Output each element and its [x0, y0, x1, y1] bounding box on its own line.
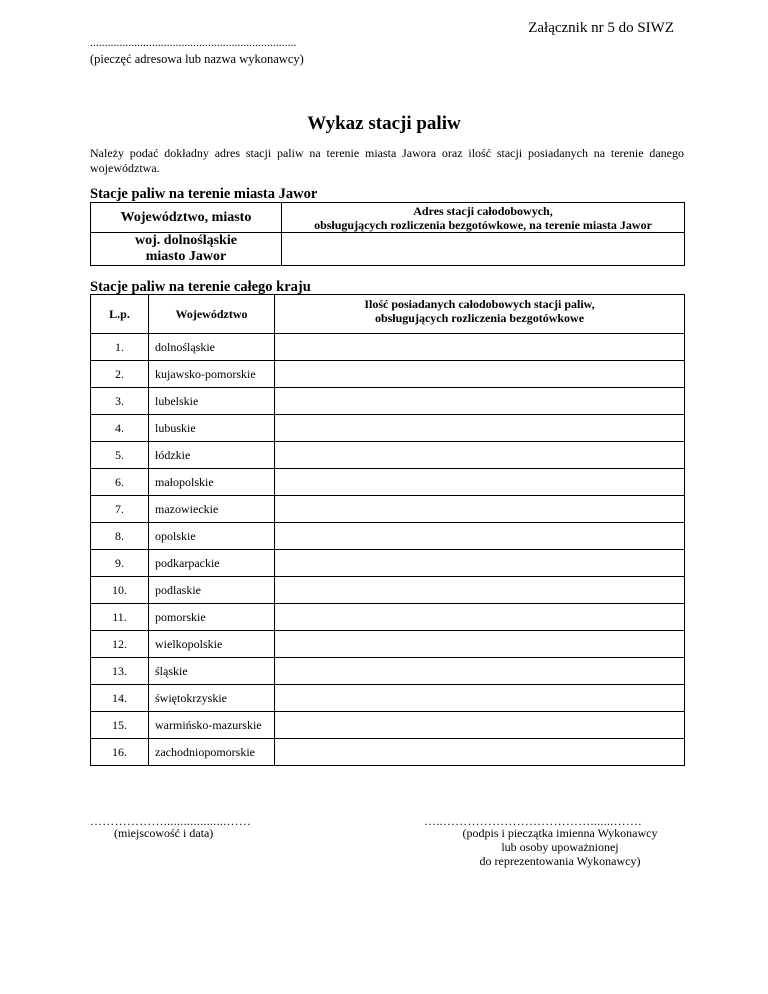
table-row	[91, 415, 685, 442]
stamp-dotted-line: ......................................................................	[90, 37, 297, 49]
place-date-label: (miejscowość i data)	[114, 826, 214, 840]
row-number: 8.	[91, 523, 149, 550]
row-number: 5.	[91, 442, 149, 469]
table-row	[91, 496, 685, 523]
voivodeship-name: podlaskie	[149, 577, 275, 604]
signature-dotted-line: …..……………………………….......…….	[424, 814, 642, 828]
row-number: 9.	[91, 550, 149, 577]
row-number: 12.	[91, 631, 149, 658]
station-count-input-cell[interactable]	[275, 496, 685, 523]
table-header-row	[91, 203, 685, 233]
table-header-row	[91, 295, 685, 334]
voivodeship-name: pomorskie	[149, 604, 275, 631]
row-number: 11.	[91, 604, 149, 631]
table-row	[91, 739, 685, 766]
station-count-input-cell[interactable]	[275, 469, 685, 496]
table-row	[91, 712, 685, 739]
table-row	[91, 442, 685, 469]
row-number: 7.	[91, 496, 149, 523]
table-row	[91, 685, 685, 712]
column-header-address-line2: obsługujących rozliczenia bezgotówkowe, na terenie miasta Jawor	[314, 217, 652, 232]
column-header-voivodeship-city: Województwo, miasto	[91, 203, 282, 233]
voivodeship-name: podkarpackie	[149, 550, 275, 577]
cell-city: miasto Jawor	[145, 249, 227, 264]
signature-label-line2: lub osoby upoważnionej	[501, 840, 619, 854]
table-row	[91, 631, 685, 658]
station-count-input-cell[interactable]	[275, 442, 685, 469]
row-number: 16.	[91, 739, 149, 766]
station-count-input-cell[interactable]	[275, 739, 685, 766]
voivodeship-name: kujawsko-pomorskie	[149, 361, 275, 388]
station-count-input-cell[interactable]	[275, 685, 685, 712]
signature-label-line3: do reprezentowania Wykonawcy)	[479, 854, 641, 868]
table-row	[91, 523, 685, 550]
signature-label	[424, 826, 696, 868]
station-count-input-cell[interactable]	[275, 604, 685, 631]
station-count-input-cell[interactable]	[275, 415, 685, 442]
row-number: 4.	[91, 415, 149, 442]
row-number: 10.	[91, 577, 149, 604]
table-row	[91, 577, 685, 604]
voivodeship-name: lubuskie	[149, 415, 275, 442]
row-number: 15.	[91, 712, 149, 739]
station-count-input-cell[interactable]	[275, 388, 685, 415]
section-city-heading: Stacje paliw na terenie miasta Jawor	[90, 186, 318, 202]
column-header-lp: L.p.	[91, 295, 149, 334]
cell-voivodeship: woj. dolnośląskie	[135, 233, 237, 248]
column-header-station-count	[275, 295, 685, 334]
column-header-count-line2: obsługujących rozliczenia bezgotówkowe	[374, 311, 585, 325]
document-title: Wykaz stacji paliw	[307, 113, 461, 134]
row-number: 2.	[91, 361, 149, 388]
column-header-voivodeship: Województwo	[149, 295, 275, 334]
station-count-input-cell[interactable]	[275, 712, 685, 739]
voivodeship-name: warmińsko-mazurskie	[149, 712, 275, 739]
voivodeship-name: łódzkie	[149, 442, 275, 469]
city-stations-table	[90, 202, 685, 266]
voivodeship-name: zachodniopomorskie	[149, 739, 275, 766]
station-count-input-cell[interactable]	[275, 577, 685, 604]
intro-paragraph: Należy podać dokładny adres stacji paliw na terenie miasta Jawora oraz ilość stacji posiadanych na terenie danego województwa.	[90, 146, 684, 175]
voivodeship-name: małopolskie	[149, 469, 275, 496]
voivodeship-name: świętokrzyskie	[149, 685, 275, 712]
row-number: 14.	[91, 685, 149, 712]
column-header-address	[282, 203, 685, 233]
voivodeship-name: śląskie	[149, 658, 275, 685]
voivodeship-name: wielkopolskie	[149, 631, 275, 658]
section-country-heading: Stacje paliw na terenie całego kraju	[90, 279, 311, 295]
row-number: 1.	[91, 334, 149, 361]
address-input-cell[interactable]	[282, 233, 685, 266]
stamp-label: (pieczęć adresowa lub nazwa wykonawcy)	[90, 52, 304, 66]
voivodeship-name: opolskie	[149, 523, 275, 550]
table-row	[91, 361, 685, 388]
row-number: 6.	[91, 469, 149, 496]
voivodeship-name: lubelskie	[149, 388, 275, 415]
station-count-input-cell[interactable]	[275, 550, 685, 577]
table-row	[91, 388, 685, 415]
voivodeship-name: mazowieckie	[149, 496, 275, 523]
column-header-count-line1: Ilość posiadanych całodobowych stacji paliw,	[364, 297, 595, 311]
station-count-input-cell[interactable]	[275, 523, 685, 550]
voivodeship-name: dolnośląskie	[149, 334, 275, 361]
table-row	[91, 334, 685, 361]
signature-label-line1: (podpis i pieczątka imienna Wykonawcy	[462, 826, 658, 840]
place-date-dotted-line: ………………...................……	[90, 814, 252, 828]
country-stations-table	[90, 294, 685, 766]
station-count-input-cell[interactable]	[275, 631, 685, 658]
column-header-address-line1: Adres stacji całodobowych,	[413, 203, 553, 218]
row-number: 13.	[91, 658, 149, 685]
station-count-input-cell[interactable]	[275, 361, 685, 388]
table-row	[91, 658, 685, 685]
table-row	[91, 604, 685, 631]
table-row	[91, 469, 685, 496]
station-count-input-cell[interactable]	[275, 658, 685, 685]
table-row	[91, 550, 685, 577]
row-number: 3.	[91, 388, 149, 415]
station-count-input-cell[interactable]	[275, 334, 685, 361]
attachment-label: Załącznik nr 5 do SIWZ	[528, 20, 674, 36]
voivodeship-city-cell	[91, 233, 282, 266]
table-row	[91, 233, 685, 266]
